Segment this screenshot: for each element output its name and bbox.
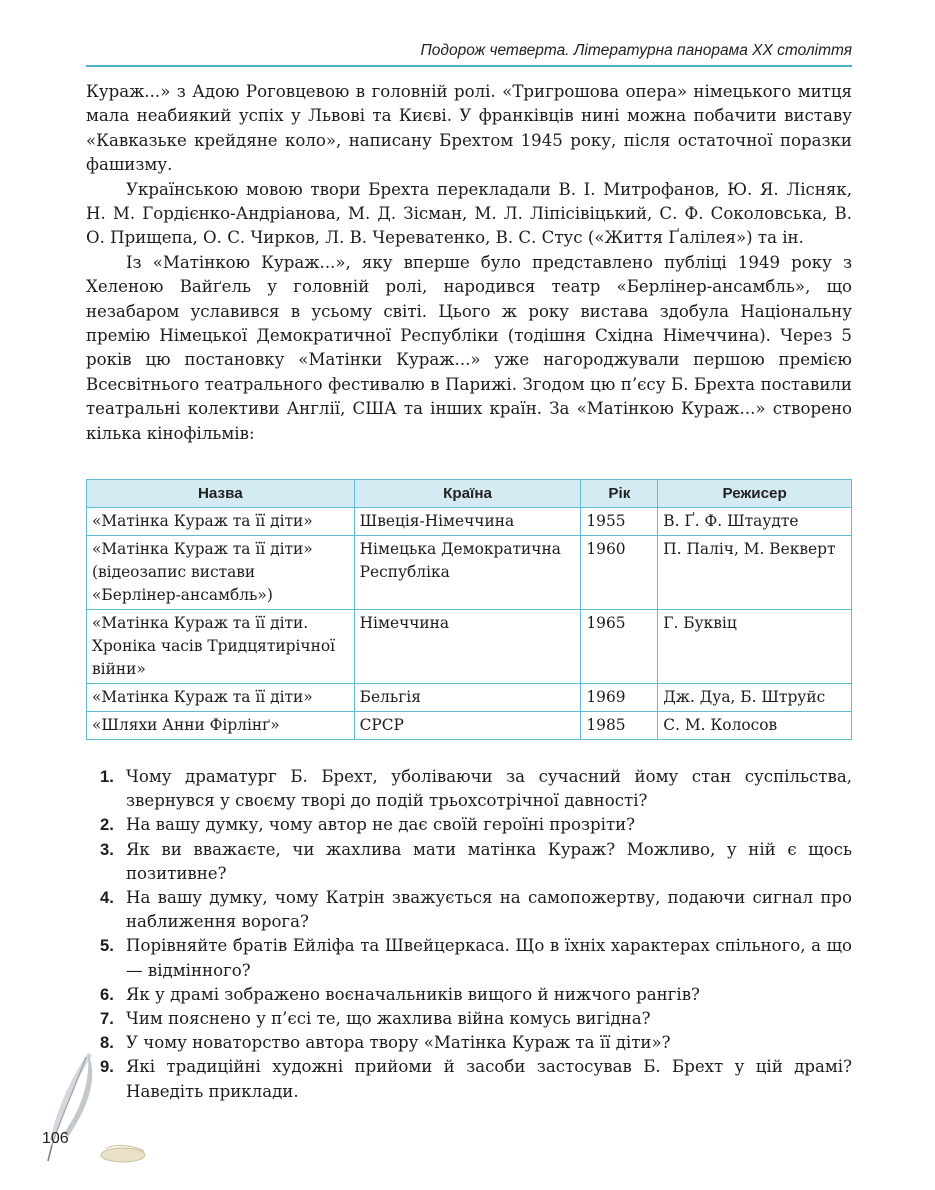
- question-item: [100, 934, 852, 982]
- table-cell: 1960: [581, 536, 658, 610]
- table-cell: С. М. Колосов: [658, 712, 852, 740]
- table-cell: «Матінка Кураж та її діти»: [87, 684, 355, 712]
- table-cell: Швеція-Німеччина: [354, 508, 581, 536]
- question-text: Які традиційні художні прийоми й засоби застосував Б. Брехт у цій драмі? Наведіть приклади.: [126, 1057, 852, 1101]
- page-number: 106: [42, 1130, 69, 1147]
- question-item: [100, 1007, 852, 1031]
- question-text: Порівняйте братів Ейліфа та Швейцеркаса. Що в їхніх характерах спільного, а що — відмінного?: [126, 936, 852, 980]
- question-number: 1.: [100, 767, 114, 786]
- table-cell: СРСР: [354, 712, 581, 740]
- question-text: На вашу думку, чому автор не дає своїй героїні прозріти?: [126, 815, 636, 835]
- question-item: [100, 838, 852, 886]
- films-table: [86, 479, 852, 740]
- column-header-year: Рік: [581, 480, 658, 508]
- table-cell: 1985: [581, 712, 658, 740]
- page-header: [86, 40, 852, 64]
- question-item: [100, 983, 852, 1007]
- table-cell: Дж. Дуа, Б. Штруйс: [658, 684, 852, 712]
- question-item: [100, 1031, 852, 1055]
- question-text: На вашу думку, чому Катрін зважується на самопожертву, подаючи сигнал про наближення ворога?: [126, 888, 852, 932]
- question-text: У чому новаторство автора твору «Матінка Кураж та її діти»?: [126, 1033, 671, 1053]
- table-row: [87, 610, 852, 684]
- table-cell: «Матінка Кураж та її діти. Хроніка часів Тридцятирічної війни»: [87, 610, 355, 684]
- question-text: Як у драмі зображено воєначальників вищого й нижчого рангів?: [126, 984, 700, 1004]
- table-cell: В. Ґ. Ф. Штаудте: [658, 508, 852, 536]
- question-list: [100, 765, 852, 1104]
- table-row: [87, 508, 852, 536]
- paragraph: Кураж...» з Адою Роговцевою в головній ролі. «Тригрошова опера» німецького митця мала неабиякий успіх у Львові та Києві. У франківців нині можна побачити виставу «Кавказьке крейдяне коло», написану Брехтом 1945 року, після остаточної поразки фашизму.: [86, 82, 852, 175]
- question-number: 2.: [100, 815, 114, 835]
- table-cell: Г. Буквіц: [658, 610, 852, 684]
- body-text: [86, 80, 852, 446]
- table-header-row: [87, 480, 852, 508]
- question-number: 6.: [100, 984, 114, 1004]
- question-number: 7.: [100, 1009, 114, 1029]
- table-cell: 1955: [581, 508, 658, 536]
- paragraph: Українською мовою твори Брехта перекладали В. І. Митрофанов, Ю. Я. Лісняк, Н. М. Гордієнко-Андріанова, М. Д. Зісман, М. Л. Ліпісівіцький, С. Ф. Соколовська, В. О. Прищепа, О. С. Чирков, Л. В. Череватенко, В. С. Стус («Життя Ґалілея») та ін.: [86, 179, 852, 248]
- question-item: [100, 813, 852, 837]
- question-number: 9.: [100, 1057, 114, 1077]
- table-cell: 1965: [581, 610, 658, 684]
- question-text: Чому драматург Б. Брехт, уболіваючи за сучасний йому стан суспільства, звернувся у своєму творі до подій трьохсотрічної давності?: [126, 767, 852, 811]
- question-item: [100, 1055, 852, 1103]
- question-text: Як ви вважаєте, чи жахлива мати матінка Кураж? Можливо, у ній є щось позитивне?: [126, 839, 852, 883]
- question-item: [100, 886, 852, 934]
- table-cell: П. Паліч, М. Векверт: [658, 536, 852, 610]
- table-cell: «Матінка Кураж та її діти» (відеозапис вистави «Берлінер-ансамбль»): [87, 536, 355, 610]
- question-number: 5.: [100, 936, 114, 956]
- table-cell: «Матінка Кураж та її діти»: [87, 508, 355, 536]
- table-cell: Німецька Демократична Республіка: [354, 536, 581, 610]
- quill-icon: [28, 1045, 158, 1170]
- table-cell: «Шляхи Анни Фірлінґ»: [87, 712, 355, 740]
- table-row: [87, 536, 852, 610]
- question-item: [100, 765, 852, 813]
- table-cell: Бельгія: [354, 684, 581, 712]
- header-divider: [86, 65, 852, 67]
- column-header-director: Режисер: [658, 480, 852, 508]
- table-cell: Німеччина: [354, 610, 581, 684]
- table-row: [87, 684, 852, 712]
- column-header-country: Країна: [354, 480, 581, 508]
- column-header-title: Назва: [87, 480, 355, 508]
- table-row: [87, 712, 852, 740]
- paragraph: Із «Матінкою Кураж...», яку вперше було представлено публіці 1949 року з Хеленою Вайґель у головній ролі, народився театр «Берлінер-ансамбль», що незабаром уславився в усьому світі. Цього ж року вистава здобула Національну премію Німецької Демократичної Республіки (тодішня Східна Німеччина). Через 5 років цю постановку «Матінки Кураж...» уже нагороджували першою премією Всесвітнього театрального фестивалю в Парижі. Згодом цю п’єсу Б. Брехта поставили театральні колективи Англії, США та інших країн. За «Матінкою Кураж...» створено кілька кінофільмів:: [86, 252, 852, 443]
- question-text: Чим пояснено у п’єсі те, що жахлива війна комусь вигідна?: [126, 1009, 651, 1029]
- question-number: 8.: [100, 1033, 114, 1053]
- table-cell: 1969: [581, 684, 658, 712]
- question-number: 3.: [100, 839, 114, 859]
- question-number: 4.: [100, 888, 114, 908]
- running-title: Подорож четверта. Літературна панорама ХХ століття: [420, 42, 852, 59]
